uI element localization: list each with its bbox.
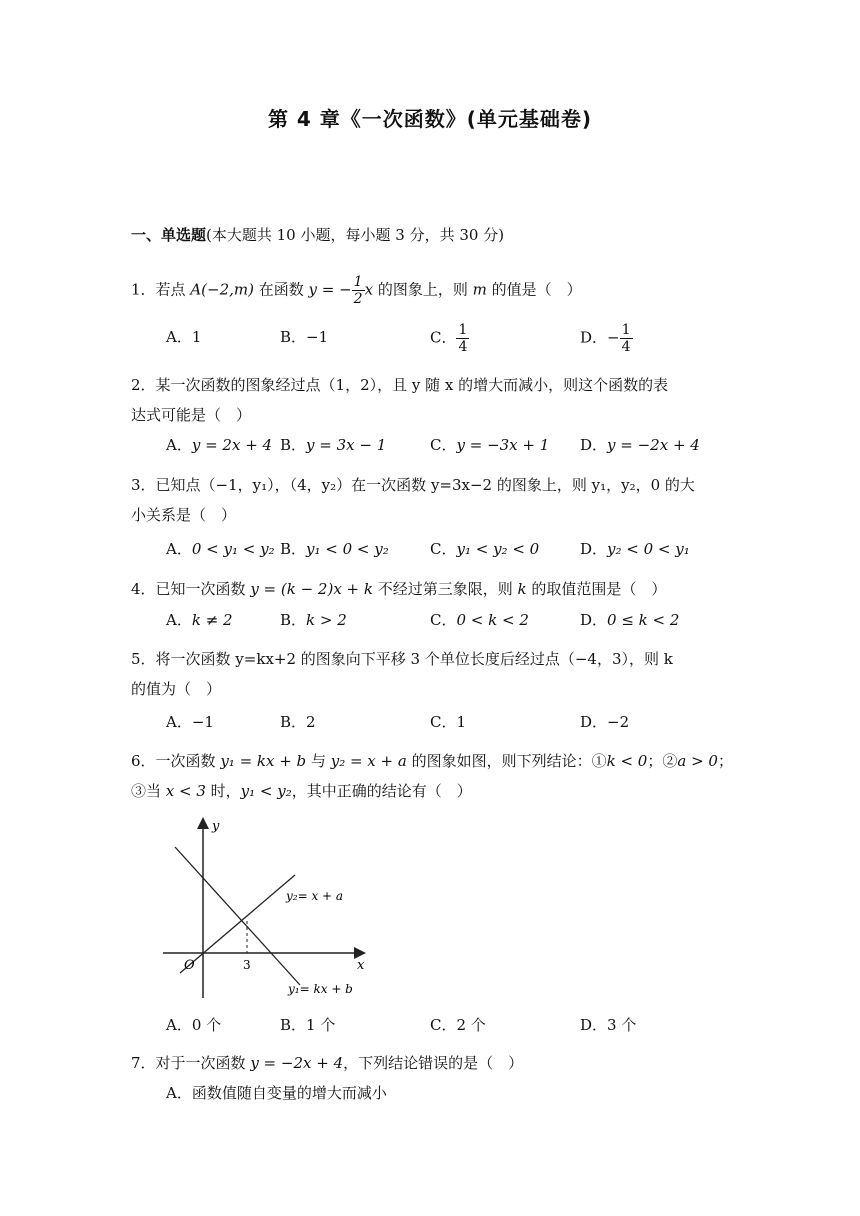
q3-option-d (580, 538, 690, 559)
q6-function-graph (160, 815, 380, 1015)
q4-var-k: k (517, 580, 527, 598)
q1-option-d (580, 322, 633, 355)
q3-option-b-label: B． (280, 540, 307, 558)
q6-line-1 (131, 746, 740, 776)
line-y1-label: y₁= kx + b (288, 982, 353, 996)
question-2 (131, 370, 740, 430)
section-heading (131, 224, 504, 245)
q2-option-b-expr: y = 3x − 1 (306, 436, 387, 454)
q6-cond-3a: x < 3 (165, 782, 206, 800)
q6-text-c: 的图象如图，则下列结论：① (406, 752, 607, 770)
q1-frac-den: 2 (353, 291, 363, 307)
q6-text-f: ③当 (131, 782, 166, 800)
q1-var-m: m (472, 280, 487, 299)
q1-frac-num: 1 (353, 274, 363, 290)
q2-line-2: 达式可能是（ ） (131, 406, 252, 424)
question-4 (131, 574, 740, 604)
q4-option-d-label: D． (580, 611, 608, 629)
q2-option-d-label: D． (580, 436, 608, 454)
q1-option-d-den: 4 (621, 339, 631, 355)
q2-option-c (430, 434, 549, 455)
q6-text-d: ；② (647, 752, 678, 770)
q3-option-b-expr: y₁ < 0 < y₂ (306, 540, 389, 558)
q1-option-c-den: 4 (458, 339, 468, 355)
q3-option-a-expr: 0 < y₁ < y₂ (191, 540, 275, 558)
q1-option-c-frac (456, 322, 469, 355)
q3-option-d-label: D． (580, 540, 608, 558)
q5-option-a: A．−1 (166, 713, 214, 731)
x-axis-label: x (357, 958, 365, 973)
q6-text-h: ，其中正确的结论有（ ） (291, 782, 472, 800)
q1-option-c-num: 1 (458, 322, 468, 338)
q4-option-c-expr: 0 < k < 2 (456, 611, 529, 629)
q1-option-d-frac (620, 322, 633, 355)
q7-options (166, 1082, 726, 1112)
q4-option-a (166, 609, 233, 630)
q6-options (166, 1014, 726, 1044)
q1-func-post: x (364, 280, 374, 299)
q4-option-d-expr: 0 ≤ k < 2 (607, 611, 680, 629)
section-note: (本大题共 10 小题，每小题 3 分，共 30 分) (206, 226, 505, 244)
q4-option-b (280, 609, 347, 630)
q6-text-e: ； (717, 752, 733, 770)
q3-line-1: 3．已知点（−1，y₁），（4，y₂）在一次函数 y=3x−2 的图象上，则 y₁，y₂，0 的大 (131, 476, 695, 494)
q4-option-c-label: C． (430, 611, 457, 629)
page-title: 第 4 章《一次函数》(单元基础卷) (267, 107, 593, 131)
q1-option-b: B．−1 (280, 328, 329, 346)
q3-option-c-label: C． (430, 540, 457, 558)
q1-option-c (430, 322, 469, 355)
q3-option-a (166, 538, 275, 559)
y-axis-label: y (212, 819, 220, 834)
q3-option-c (430, 538, 539, 559)
q2-option-a-expr: y = 2x + 4 (191, 436, 273, 454)
q2-option-b-label: B． (280, 436, 307, 454)
q1-option-d-label: D．− (580, 328, 620, 347)
q4-text-b: 不经过第三象限，则 (373, 580, 518, 598)
q2-option-a-label: A． (166, 436, 192, 454)
q1-option-c-label: C． (430, 328, 457, 347)
q1-text-d: 的值是（ ） (486, 280, 582, 299)
q2-line-1: 2．某一次函数的图象经过点（1，2），且 y 随 x 的增大而减小，则这个函数的表 (131, 376, 669, 394)
q2-option-b (280, 434, 386, 455)
q1-text-a: 1．若点 (131, 280, 191, 299)
q4-options (166, 609, 726, 639)
q3-options (166, 538, 726, 568)
q4-option-b-expr: k > 2 (306, 611, 347, 629)
q1-options (166, 322, 726, 356)
q4-text-c: 的取值范围是（ ） (526, 580, 667, 598)
q2-option-d (580, 434, 700, 455)
q2-options (166, 434, 726, 464)
q3-option-d-expr: y₂ < 0 < y₁ (607, 540, 690, 558)
q4-func: y = (k − 2)x + k (250, 580, 373, 598)
q6-line-2 (131, 776, 740, 806)
q5-line-1: 5．将一次函数 y=kx+2 的图象向下平移 3 个单位长度后经过点（−4，3），则 k (131, 650, 673, 668)
question-3 (131, 470, 740, 530)
q1-option-a: A．1 (166, 328, 202, 346)
q6-cond-3b: y₁ < y₂ (240, 782, 292, 800)
question-5 (131, 644, 740, 704)
q7-func: y = −2x + 4 (250, 1054, 344, 1072)
tick-label-3: 3 (243, 958, 251, 972)
q7-text-b: ，下列结论错误的是（ ） (343, 1054, 524, 1072)
q1-fraction (352, 274, 365, 307)
q2-option-c-expr: y = −3x + 1 (456, 436, 550, 454)
q5-line-2: 的值为（ ） (131, 680, 222, 698)
q6-text-g: 时， (205, 782, 241, 800)
q1-text-c: 的图象上，则 (373, 280, 473, 299)
question-7 (131, 1048, 740, 1078)
q3-option-b (280, 538, 389, 559)
q3-line-2: 小关系是（ ） (131, 506, 237, 524)
q5-options (166, 711, 726, 741)
q6-option-a: A．0 个 (166, 1016, 222, 1034)
q5-option-c: C．1 (430, 713, 467, 731)
line-y2-label: y₂= x + a (286, 889, 344, 903)
q2-option-d-expr: y = −2x + 4 (607, 436, 700, 454)
q2-option-c-label: C． (430, 436, 457, 454)
line-y2 (180, 875, 295, 973)
q1-option-d-num: 1 (621, 322, 631, 338)
q4-option-a-label: A． (166, 611, 192, 629)
q6-func-2: y₂ = x + a (330, 752, 407, 770)
q5-option-d: D．−2 (580, 713, 630, 731)
q5-option-b: B．2 (280, 713, 316, 731)
q2-option-a (166, 434, 272, 455)
q6-cond-2: a > 0 (677, 752, 718, 770)
q1-text-b: 在函数 (253, 280, 309, 299)
q6-text-b: 与 (306, 752, 331, 770)
q1-func-pre: y = − (308, 280, 352, 299)
q6-option-c: C．2 个 (430, 1016, 486, 1034)
q6-option-d: D．3 个 (580, 1016, 637, 1034)
question-6 (131, 746, 740, 806)
q4-option-a-expr: k ≠ 2 (191, 611, 233, 629)
q4-text-a: 4．已知一次函数 (131, 580, 251, 598)
q6-func-1: y₁ = kx + b (220, 752, 307, 770)
q7-text-a: 7．对于一次函数 (131, 1054, 251, 1072)
q6-text-a: 6．一次函数 (131, 752, 221, 770)
q4-option-b-label: B． (280, 611, 307, 629)
q7-option-a: A．函数值随自变量的增大而减小 (166, 1084, 387, 1102)
q6-cond-1: k < 0 (606, 752, 648, 770)
section-lead: 一、单选题 (131, 226, 207, 244)
q4-option-c (430, 609, 529, 630)
q1-point: A(−2,m) (190, 280, 254, 299)
q3-option-c-expr: y₁ < y₂ < 0 (456, 540, 540, 558)
question-1 (131, 274, 740, 307)
q4-option-d (580, 609, 679, 630)
origin-label: O (184, 958, 195, 973)
q6-option-b: B．1 个 (280, 1016, 336, 1034)
q3-option-a-label: A． (166, 540, 192, 558)
